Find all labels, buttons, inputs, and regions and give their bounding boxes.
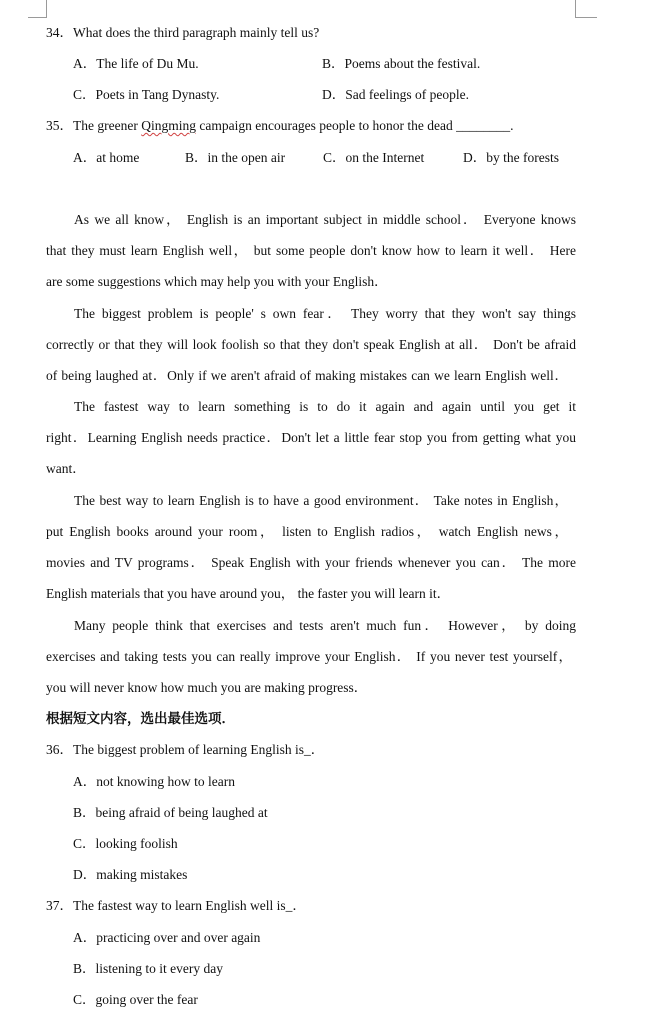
q36-stem: 36．The biggest problem of learning English is_．: [46, 742, 325, 757]
q34-option-b: B．Poems about the festival.: [322, 56, 481, 71]
passage-line: put English books around your room， listen to English radios， watch English news，: [46, 524, 568, 539]
crop-mark-right-vertical: [575, 0, 576, 18]
q35-stem-term: Qingming: [141, 118, 196, 133]
crop-mark-right-horizontal: [575, 17, 597, 18]
q36-option-a: A．not knowing how to learn: [73, 774, 235, 789]
passage-line: The fastest way to learn something is to do it again and again until you get it: [74, 399, 576, 414]
passage-line: exercises and taking tests you can really improve your English． If you never test yourself，: [46, 649, 572, 664]
passage-line: movies and TV programs． Speak English with your friends whenever you can． The more: [46, 555, 576, 570]
passage-line: Many people think that exercises and tests aren't much fun． However， by doing: [74, 618, 576, 633]
passage-line: you will never know how much you are making progress．: [46, 680, 368, 695]
q35-stem-post: campaign encourages people to honor the dead ________.: [195, 118, 514, 133]
passage-line: right．Learning English needs practice．Don't let a little fear stop you from getting what you: [46, 430, 576, 445]
q34-option-d: D．Sad feelings of people.: [322, 87, 469, 102]
passage-line: The best way to learn English is to have a good environment． Take notes in English，: [74, 493, 568, 508]
passage-line: that they must learn English well， but some people don't know how to learn it well． Here: [46, 243, 576, 258]
q35-stem-pre: 35．The greener: [46, 118, 142, 133]
q36-option-b: B．being afraid of being laughed at: [73, 805, 268, 820]
q35-stem: [46, 117, 514, 135]
q35-option-b: B．in the open air: [185, 150, 286, 165]
q36-option-d: D．making mistakes: [73, 867, 188, 882]
q37-stem: 37．The fastest way to learn English well is_．: [46, 898, 306, 913]
crop-mark-left-horizontal: [28, 17, 47, 18]
q35-option-c: C．on the Internet: [323, 150, 425, 165]
q37-option-c: C．going over the fear: [73, 992, 198, 1007]
q34-option-a: A．The life of Du Mu.: [73, 56, 199, 71]
passage-line: are some suggestions which may help you with your English．: [46, 274, 388, 289]
q37-option-b: B．listening to it every day: [73, 961, 223, 976]
q36-option-c: C．looking foolish: [73, 836, 178, 851]
q37-option-a: A．practicing over and over again: [73, 930, 261, 945]
q34-option-c: C．Poets in Tang Dynasty.: [73, 87, 220, 102]
passage-line: correctly or that they will look foolish so that they don't speak English at all． Don't be afraid: [46, 337, 576, 352]
passage-line: of being laughed at．Only if we aren't afraid of making mistakes can we learn English well．: [46, 368, 568, 383]
section-instruction: 根据短文内容，选出最佳选项．: [46, 711, 235, 727]
passage-line: As we all know， English is an important subject in middle school． Everyone knows: [74, 212, 576, 227]
passage-line: English materials that you have around you， the faster you will learn it．: [46, 586, 451, 601]
crop-mark-left-vertical: [46, 0, 47, 18]
q34-stem: 34．What does the third paragraph mainly tell us?: [46, 25, 320, 40]
q35-option-d: D．by the forests: [463, 150, 559, 165]
passage-line: The biggest problem is people' s own fear． They worry that they won't say things: [74, 306, 576, 321]
passage-line: want．: [46, 461, 86, 476]
q35-option-a: A．at home: [73, 150, 140, 165]
